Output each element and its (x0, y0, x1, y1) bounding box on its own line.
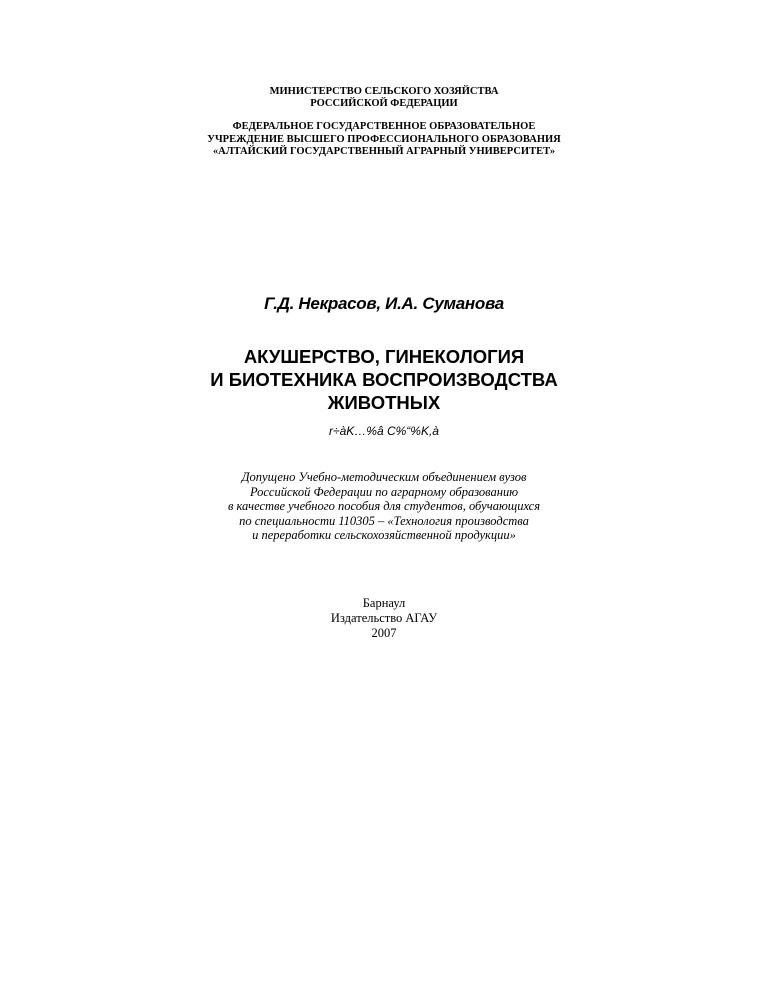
approval-line-5: и переработки сельскохозяйственной продукции» (252, 528, 516, 542)
approval-line-1: Допущено Учебно-методическим объединением вузов (241, 470, 527, 484)
imprint-year: 2007 (371, 626, 397, 640)
approval-line-3: в качестве учебного пособия для студентов, обучающихся (227, 499, 541, 513)
authors: Г.Д. Некрасов, И.А. Суманова (264, 294, 504, 313)
ministry-header (0, 86, 768, 110)
institution-header (0, 121, 768, 159)
institution-line-1: ФЕДЕРАЛЬНОЕ ГОСУДАРСТВЕННОЕ ОБРАЗОВАТЕЛЬНОЕ (232, 121, 536, 132)
ministry-line-1: МИНИСТЕРСТВО СЕЛЬСКОГО ХОЗЯЙСТВА (269, 86, 499, 97)
imprint-publisher: Издательство АГАУ (330, 611, 438, 625)
book-title (0, 345, 768, 414)
imprint (0, 596, 768, 641)
institution-line-2: УЧРЕЖДЕНИЕ ВЫСШЕГО ПРОФЕССИОНАЛЬНОГО ОБРАЗОВАНИЯ (207, 133, 561, 145)
ministry-line-2: РОССИЙСКОЙ ФЕДЕРАЦИИ (310, 98, 458, 109)
title-line-1: АКУШЕРСТВО, ГИНЕКОЛОГИЯ (243, 346, 525, 367)
subtitle: r÷àK…%â C%“%K,à (329, 424, 439, 438)
approval-line-4: по специальности 110305 – «Технология производства (239, 513, 529, 528)
approval-line-2: Российской Федерации по аграрному образованию (249, 484, 519, 499)
title-line-3: ЖИВОТНЫХ (327, 392, 441, 413)
title-line-2: И БИОТЕХНИКА ВОСПРОИЗВОДСТВА (210, 369, 558, 390)
imprint-city: Барнаул (362, 596, 406, 610)
approval-note (0, 470, 768, 543)
institution-line-3: «АЛТАЙСКИЙ ГОСУДАРСТВЕННЫЙ АГРАРНЫЙ УНИВЕРСИТЕТ» (212, 146, 556, 157)
